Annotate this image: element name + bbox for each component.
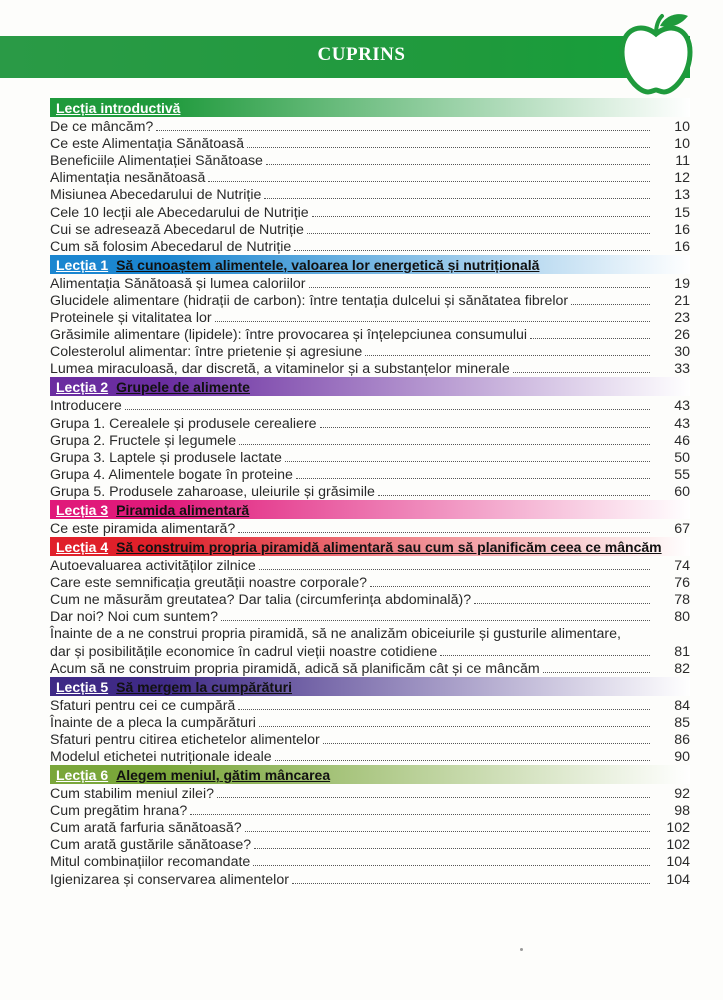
toc-entry [50, 343, 690, 360]
toc-entry [50, 660, 690, 677]
entry-text: Care este semnificația greutății noastre corporale? [50, 575, 368, 592]
page-number: 74 [674, 558, 690, 575]
section-title: Să mergem la cumpărături [116, 678, 292, 695]
toc-entry [50, 118, 690, 135]
dot-leader [440, 655, 650, 656]
dot-leader [513, 372, 650, 373]
toc-entry [50, 802, 690, 819]
section-title: Alegem meniul, gătim mâncarea [116, 767, 331, 783]
section-lesson: Lecția 1 [56, 256, 109, 273]
entry-text: Sfaturi pentru cei ce cumpără [50, 697, 236, 714]
entry-text: Cum arată gustările sănătoase? [50, 837, 252, 854]
toc-entry [50, 432, 690, 449]
toc-entry [50, 853, 690, 870]
toc-entry [50, 238, 690, 255]
dot-leader [253, 865, 650, 866]
toc-entry [50, 574, 690, 591]
page-number: 11 [675, 153, 690, 170]
dot-leader [474, 603, 650, 604]
entry-text: Glucidele alimentare (hidrații de carbon): între tentația dulcelui și sănătatea fibrelor [50, 292, 569, 309]
dot-leader [378, 495, 650, 496]
page-number: 60 [674, 483, 690, 500]
page-number: 10 [674, 119, 690, 136]
dot-leader [370, 586, 650, 587]
page-number: 10 [674, 136, 690, 153]
entry-text: Cum să folosim Abecedarul de Nutriție [50, 238, 292, 255]
entry-text: Ce este Alimentația Sănătoasă [50, 136, 245, 153]
entry-text: Alimentația Sănătoasă și lumea caloriilor [50, 275, 306, 292]
entry-text: Cum pregătim hrana? [50, 803, 188, 820]
entry-text: Acum să ne construim propria piramidă, adică să planificăm cât și ce mâncăm [50, 660, 540, 677]
entry-text: Grupa 1. Cerealele și produsele cerealiere [50, 415, 317, 432]
dot-leader [254, 848, 650, 849]
dot-leader [309, 287, 651, 288]
toc-entry [50, 520, 690, 537]
page-number: 92 [674, 786, 690, 803]
dot-leader [217, 797, 650, 798]
dot-leader [264, 198, 650, 199]
page-number: 102 [666, 837, 690, 854]
page-number: 78 [674, 592, 690, 609]
dot-leader [543, 672, 650, 673]
entry-text: Beneficiile Alimentației Sănătoase [50, 153, 263, 170]
toc-entry [50, 697, 690, 714]
dot-leader [125, 409, 650, 410]
entry-text: Grupa 4. Alimentele bogate în proteine [50, 466, 293, 483]
entry-text: Lumea miraculoasă, dar discretă, a vitaminelor și a substanțelor minerale [50, 361, 510, 378]
page-number: 26 [674, 327, 690, 344]
section-lesson: Lecția introductivă [56, 100, 181, 116]
page-number: 12 [674, 170, 690, 187]
entry-text: Alimentația nesănătoasă [50, 170, 206, 187]
section-lesson: Lecția 5 [56, 678, 109, 695]
toc-entry [50, 819, 690, 836]
dot-leader [221, 620, 650, 621]
dot-leader [365, 355, 650, 356]
entry-text: Înainte de a ne construi propria piramidă, să ne analizăm obiceiurile și gusturile alimentare, [50, 626, 621, 643]
section-header [50, 765, 690, 784]
toc-entry [50, 275, 690, 292]
section-lesson: Lecția 6 [56, 767, 109, 783]
dot-leader [307, 233, 650, 234]
entry-text: Grupa 2. Fructele și legumele [50, 432, 237, 449]
entry-text: Proteinele și vitalitatea lor [50, 310, 212, 327]
section-title: Grupele de alimente [116, 379, 250, 396]
entry-text: Sfaturi pentru citirea etichetelor alimentelor [50, 731, 320, 748]
toc-entry [50, 326, 690, 343]
dot-leader [266, 164, 650, 165]
entry-text: Colesterolul alimentar: între prietenie și agresiune [50, 344, 363, 361]
toc-entry [50, 414, 690, 431]
section-header [50, 377, 690, 396]
entry-text: De ce mâncăm? [50, 119, 154, 136]
page-number: 81 [674, 643, 690, 660]
toc-entry [50, 870, 690, 887]
section-lesson: Lecția 3 [56, 501, 109, 518]
dot-leader [320, 427, 650, 428]
entry-text: Introducere [50, 398, 122, 415]
dot-leader [247, 147, 650, 148]
toc-entry [50, 591, 690, 608]
section-title: Să construim propria piramidă alimentară sau cum să planificăm ceea ce mâncăm [116, 538, 662, 555]
page-number: 43 [674, 415, 690, 432]
page-title: CUPRINS [317, 44, 406, 65]
entry-text: Cum arată farfuria sănătoasă? [50, 820, 242, 837]
page-number: 76 [674, 575, 690, 592]
toc-entry [50, 836, 690, 853]
entry-text: Grăsimile alimentare (lipidele): între provocarea și înțelepciunea consumului [50, 327, 528, 344]
toc-entry [50, 557, 690, 574]
toc-entry [50, 642, 690, 659]
section-lesson: Lecția 4 [56, 538, 109, 555]
dot-leader [238, 532, 650, 533]
toc-entry [50, 625, 690, 642]
dot-leader [259, 569, 650, 570]
entry-text: Igienizarea și conservarea alimentelor [50, 871, 289, 888]
section-title: Să cunoaștem alimentele, valoarea lor energetică și nutrițională [116, 256, 540, 273]
page-number: 15 [674, 204, 690, 221]
toc-entry [50, 714, 690, 731]
toc-entry [50, 152, 690, 169]
page-number: 82 [674, 660, 690, 677]
entry-text: Autoevaluarea activităților zilnice [50, 558, 256, 575]
table-of-contents [50, 98, 690, 888]
toc-entry [50, 785, 690, 802]
page-number: 46 [674, 432, 690, 449]
page-number: 102 [666, 820, 690, 837]
dot-leader [323, 743, 650, 744]
entry-text: Grupa 3. Laptele și produsele lactate [50, 449, 282, 466]
toc-entry [50, 483, 690, 500]
toc-entry [50, 169, 690, 186]
toc-entry [50, 466, 690, 483]
entry-text: Modelul etichetei nutriționale ideale [50, 749, 272, 765]
page-number: 30 [674, 344, 690, 361]
page-number: 84 [674, 697, 690, 714]
toc-entry [50, 748, 690, 765]
entry-text: Misiunea Abecedarului de Nutriție [50, 187, 262, 204]
toc-entry [50, 221, 690, 238]
section-lesson: Lecția 2 [56, 379, 109, 396]
entry-text: Grupa 5. Produsele zaharoase, uleiurile și grăsimile [50, 483, 375, 500]
page-number: 55 [674, 466, 690, 483]
toc-entry [50, 186, 690, 203]
dot-leader [312, 216, 650, 217]
page-number: 16 [674, 238, 690, 255]
toc-entry [50, 309, 690, 326]
dot-leader [259, 726, 650, 727]
toc-entry [50, 292, 690, 309]
dot-leader [239, 444, 650, 445]
dot-leader [285, 461, 650, 462]
page-number: 104 [666, 854, 690, 871]
dot-leader [292, 883, 650, 884]
page-number: 67 [674, 520, 690, 537]
toc-entry [50, 731, 690, 748]
dot-leader [275, 760, 650, 761]
entry-text: dar și posibilitățile economice în cadrul vieții noastre cotidiene [50, 643, 438, 660]
page-number: 13 [674, 187, 690, 204]
section-title: Piramida alimentară [116, 501, 250, 518]
dot-leader [215, 321, 650, 322]
section-header [50, 677, 690, 696]
page-number: 50 [674, 449, 690, 466]
toc-entry [50, 203, 690, 220]
page-number: 23 [674, 310, 690, 327]
toc-entry [50, 135, 690, 152]
dot-leader [245, 831, 650, 832]
entry-text: Ce este piramida alimentară? [50, 520, 236, 537]
page-number: 86 [674, 731, 690, 748]
page-number: 43 [674, 398, 690, 415]
toc-entry [50, 397, 690, 414]
toc-entry [50, 360, 690, 377]
dot-leader [190, 814, 650, 815]
dot-leader [296, 478, 650, 479]
page-number: 33 [674, 361, 690, 378]
dot-leader [571, 304, 650, 305]
section-header [50, 500, 690, 519]
page-number: 80 [674, 609, 690, 626]
toc-entry [50, 449, 690, 466]
toc-entry [50, 608, 690, 625]
page-number: 90 [674, 749, 690, 765]
dot-leader [156, 130, 650, 131]
page-speck [520, 948, 523, 951]
entry-text: Cele 10 lecții ale Abecedarului de Nutriție [50, 204, 309, 221]
entry-text: Dar noi? Noi cum suntem? [50, 609, 218, 626]
page-number: 19 [674, 275, 690, 292]
dot-leader [208, 181, 650, 182]
page-number: 98 [674, 803, 690, 820]
entry-text: Mitul combinațiilor recomandate [50, 854, 251, 871]
section-header [50, 537, 690, 556]
page-number: 85 [674, 714, 690, 731]
entry-text: Cum ne măsurăm greutatea? Dar talia (circumferința abdominală)? [50, 592, 472, 609]
page-number: 21 [674, 292, 690, 309]
page-number: 104 [666, 871, 690, 888]
entry-text: Cui se adresează Abecedarul de Nutriție [50, 221, 304, 238]
section-header [50, 98, 690, 117]
page-number: 16 [674, 221, 690, 238]
section-header [50, 255, 690, 274]
apple-icon [618, 12, 694, 96]
entry-text: Cum stabilim meniul zilei? [50, 786, 214, 803]
dot-leader [238, 709, 650, 710]
entry-text: Înainte de a pleca la cumpărături [50, 714, 256, 731]
dot-leader [294, 250, 650, 251]
dot-leader [530, 338, 650, 339]
